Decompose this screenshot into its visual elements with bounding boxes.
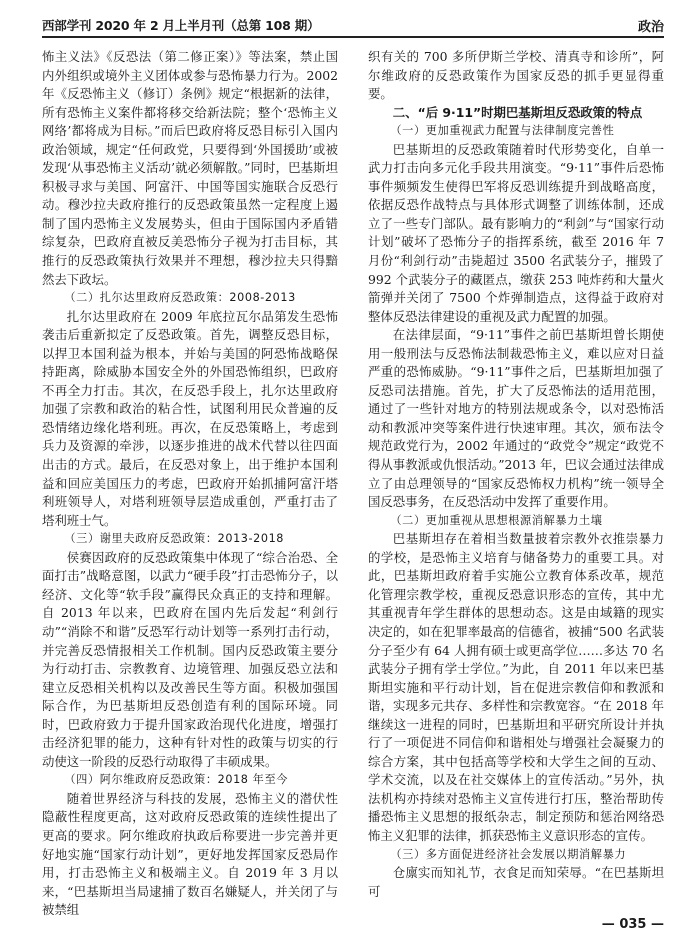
paragraph: 扎尔达里政府在 2009 年底拉瓦尔品第发生恐怖袭击后重新拟定了反恐政策。首先，调整反恐目标，以捍卫本国利益为根本，并始与美国的阿恐怖战略保持距离，除威胁本国安全外的外国恐怖组织，巴政府不再全力打击。其次，在反恐手段上，扎尔达里政府加强了宗教和政治的粘合性，试图利用民众普遍的反恐情绪边缘化塔利班。再次，在反恐策略上，考虑到兵力及资源的牵涉，以逐步推进的战术代替以往四面出击的方式。最后，在反恐对象上，出于维护本国利益和回应美国压力的考虑，巴政府开始抓捕阿富汗塔利班领导人，对塔利班领导层造成重创，严重打击了塔利班士气。 xyxy=(42,308,338,528)
paragraph: 在法律层面，“9·11”事件之前巴基斯坦曾长期使用一般刑法与反恐怖法制裁恐怖主义，难以应对日益严重的恐怖威胁。“9·11”事件之后，巴基斯坦加强了反恐司法措施。首先，扩大了反恐怖法的适用范围，通过了一些针对地方的特别法规或条令，以对恐怖活动和教派冲突等案件进行快速审理。其次，颁布法令规范政党行为，2002 年通过的“政党令”规定“政党不得从事教派或仇恨活动。”2013 年，巴议会通过法律成立了由总理领导的“国家反恐怖权力机构”统一领导全国反恐事务，在反恐活动中发挥了重要作用。 xyxy=(368,327,664,510)
subsection-heading: （二）扎尔达里政府反恐政策：2008-2013 xyxy=(64,291,296,305)
subsection-heading: （三）谢里夫政府反恐政策：2013-2018 xyxy=(64,532,285,546)
paragraph: 随着世界经济与科技的发展，恐怖主义的潜伏性隐蔽性程度更高，这对政府反恐政策的连续性提出了更高的要求。阿尔维政府执政后称要进一步完善并更好地实施“国家行动计划”，更好地发挥国家反恐局作用，打击恐怖主义和极端主义。自 2019 年 3 月以来，“巴基斯坦当局逮捕了数百名嫌疑人，并关闭了与被禁组 xyxy=(42,790,338,918)
subsection-heading: （四）阿尔维政府反恐政策：2018 年至今 xyxy=(64,773,289,787)
left-column xyxy=(42,48,338,918)
section-label: 政治 xyxy=(637,20,664,35)
journal-title: 西部学刊 2020 年 2 月上半月刊（总第 108 期） xyxy=(42,18,320,33)
paragraph: 巴基斯坦的反恐政策随着时代形势变化，自单一武力打击向多元化手段共用演变。“9·11”事件后恐怖事件频频发生使得巴军将反恐训练提升到战略高度，依据反恐作战特点与具体形式调整了训练体制，还成立了一些专门部队。最有影响力的“利剑”与“国家行动计划”破坏了恐怖分子的指挥系统，截至 2016 年 7 月份“利剑行动”击毙超过 3500 名武装分子，摧毁了 992 个武装分子的藏匿点，缴获 253 吨炸药和大量火箭弹并关闭了 7500 个炸弹制造点，这得益于政府对整体反恐法律建设的重视及武力配置的加强。 xyxy=(368,141,664,324)
subsection-heading: （三）多方面促进经济社会发展以期消解暴力 xyxy=(390,847,627,861)
subsection-heading: （二）更加重视从思想根源消解暴力土壤 xyxy=(390,513,603,527)
section-heading: 二、“后 9·11”时期巴基斯坦反恐政策的特点 xyxy=(392,104,643,120)
paragraph: 仓廪实而知礼节，衣食足而知荣辱。“在巴基斯坦可 xyxy=(368,865,664,899)
paragraph: 织有关的 700 多所伊斯兰学校、清真寺和诊所”，阿尔维政府的反恐政策作为国家反恐的抓手更显得重要。 xyxy=(368,49,664,102)
right-column xyxy=(368,48,664,906)
subsection-heading: （一）更加重视武力配置与法律制度完善性 xyxy=(390,124,615,138)
page-number: — 035 — xyxy=(601,917,664,932)
running-header xyxy=(42,14,664,40)
paragraph: 侯赛因政府的反恐政策集中体现了“综合治恐、全面打击”战略意图，以武力“硬手段”打击恐怖分子，以经济、文化等“软手段”赢得民众真正的支持和理解。自 2013 年以来，巴政府在国内先后发起“利剑行动”“消除不和谐”反恐军行动计划等一系列打击行动，并完善反恐情报相关工作机制。国内反恐政策主要分为行动打击、宗教教育、边境管理、加强反恐立法和建立反恐相关机构以及改善民生等方面。积极加强国际合作，为巴基斯坦反恐创造有利的国际环境。同时，巴政府致力于提升国家政治现代化进度，增强打击经济犯罪的能力，这种有针对性的政策与切实的行动使这一阶段的反恐行动取得了丰硕成果。 xyxy=(42,549,338,769)
paragraph: 巴基斯坦存在着相当数量披着宗教外衣推崇暴力的学校，是恐怖主义培育与储备势力的重要工具。对此，巴基斯坦政府着手实施公立教育体系改革，规范化管理宗教学校，重视反恐意识形态的宣传，其中尤其重视青年学生群体的思想动态。这是由域籍的现实决定的，如在犯罪率最高的信德省，被捕“500 名武装分子至少有 64 人拥有硕士或更高学位……多达 70 名武装分子拥有学士学位。”为此，自 2011 年以来巴基斯坦实施和平行动计划，旨在促进宗教信仰和教派和谐，实现多元共存、多样性和宗教宽容。“在 2018 年继续这一进程的同时，巴基斯坦和平研究所设计并执行了一项促进不同信仰和谐相处与增强社会凝聚力的综合方案，其中包括高等学校和大学生之间的互动、学术交流，以及在社交媒体上的宣传活动。”另外，执法机构亦持续对恐怖主义宣传进行打压，整治帮助传播恐怖主义思想的报纸杂志，制定预防和惩治网络恐怖主义犯罪的法律，抓获恐怖主义意识形态的宣传。 xyxy=(368,531,664,843)
header-rule xyxy=(42,36,664,38)
paragraph: 怖主义法》《反恐法（第二修正案）》等法案，禁止国内外组织或境外主义团体或参与恐怖暴力行为。2002 年《反恐怖主义（修订）条例》规定“根据新的法律，所有恐怖主义案件都将移交给新法院；整个‘恐怖主义网络’都将成为目标。”而后巴政府将反恐目标引入国内政治领域，规定“任何政党，只要得到‘外国援助’或被发现‘从事恐怖主义活动’就必须解散。”同时，巴基斯坦积极寻求与美国、阿富汗、中国等国实施联合反恐行动。穆沙拉夫政府推行的反恐政策虽然一定程度上遏制了国内恐怖主义发展势头，但由于国际国内矛盾错综复杂，巴政府直被反美恐怖分子视为打击目标，其推行的反恐政策执行效果并不理想，穆沙拉夫只得黯然去下政坛。 xyxy=(42,49,338,287)
